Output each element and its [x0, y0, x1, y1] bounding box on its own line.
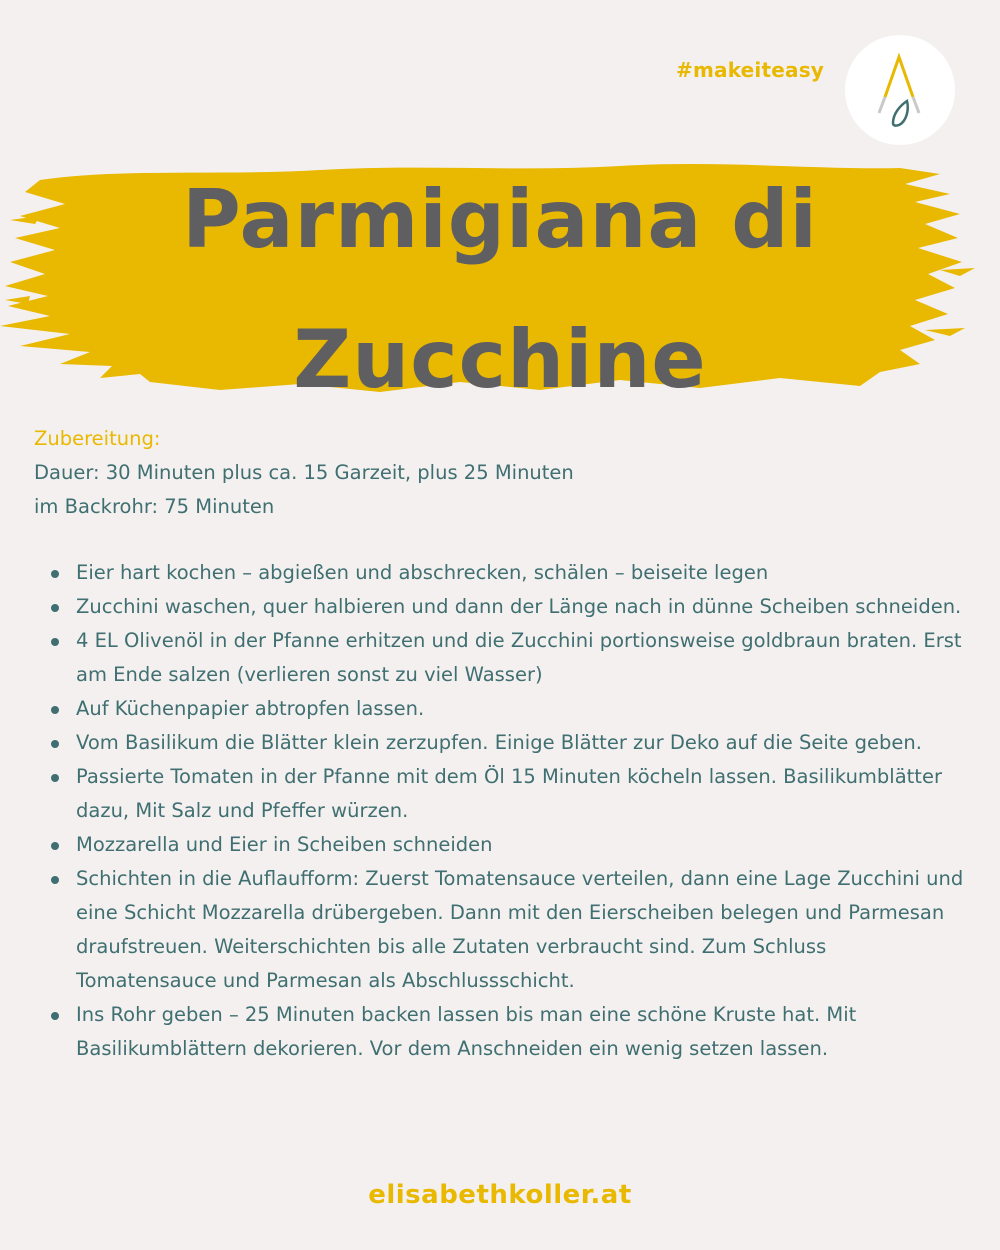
- list-item: 4 EL Olivenöl in der Pfanne erhitzen und die Zucchini portionsweise goldbraun braten. Erst am Ende salzen (verlieren sonst zu viel Wasser): [34, 624, 964, 692]
- list-item: Eier hart kochen – abgießen und abschrecken, schälen – beiseite legen: [34, 556, 964, 590]
- preparation-intro: [34, 422, 964, 524]
- steps-list: [34, 556, 964, 1066]
- list-item: Passierte Tomaten in der Pfanne mit dem Öl 15 Minuten köcheln lassen. Basilikumblätter dazu, Mit Salz und Pfeffer würzen.: [34, 760, 964, 828]
- title-line-2: Zucchine: [293, 313, 707, 406]
- list-item: Auf Küchenpapier abtropfen lassen.: [34, 692, 964, 726]
- title-line-1: Parmigiana di: [182, 173, 818, 266]
- hashtag: #makeiteasy: [676, 58, 825, 82]
- list-item: Vom Basilikum die Blätter klein zerzupfen. Einige Blätter zur Deko auf die Seite geben.: [34, 726, 964, 760]
- duration-text: Dauer: 30 Minuten plus ca. 15 Garzeit, plus 25 Minuten: [34, 461, 574, 484]
- logo[interactable]: [845, 35, 955, 145]
- list-item: Ins Rohr geben – 25 Minuten backen lassen bis man eine schöne Kruste hat. Mit Basilikumblättern dekorieren. Vor dem Anschneiden ein wenig setzen lassen.: [34, 998, 964, 1066]
- leaf-drop-logo-icon: [845, 35, 955, 145]
- preparation-label: Zubereitung:: [34, 427, 161, 450]
- oven-time-text: im Backrohr: 75 Minuten: [34, 495, 275, 518]
- page-title: [0, 150, 1000, 430]
- website-link[interactable]: elisabethkoller.at: [368, 1180, 632, 1210]
- list-item: Zucchini waschen, quer halbieren und dann der Länge nach in dünne Scheiben schneiden.: [34, 590, 964, 624]
- list-item: Schichten in die Auflaufform: Zuerst Tomatensauce verteilen, dann eine Lage Zucchini und eine Schicht Mozzarella drübergeben. Dann mit den Eierscheiben belegen und Parmesan draufstreuen. Weiterschichten bis alle Zutaten verbraucht sind. Zum Schluss Tomatensauce und Parmesan als Abschlussschicht.: [34, 862, 964, 998]
- list-item: Mozzarella und Eier in Scheiben schneiden: [34, 828, 964, 862]
